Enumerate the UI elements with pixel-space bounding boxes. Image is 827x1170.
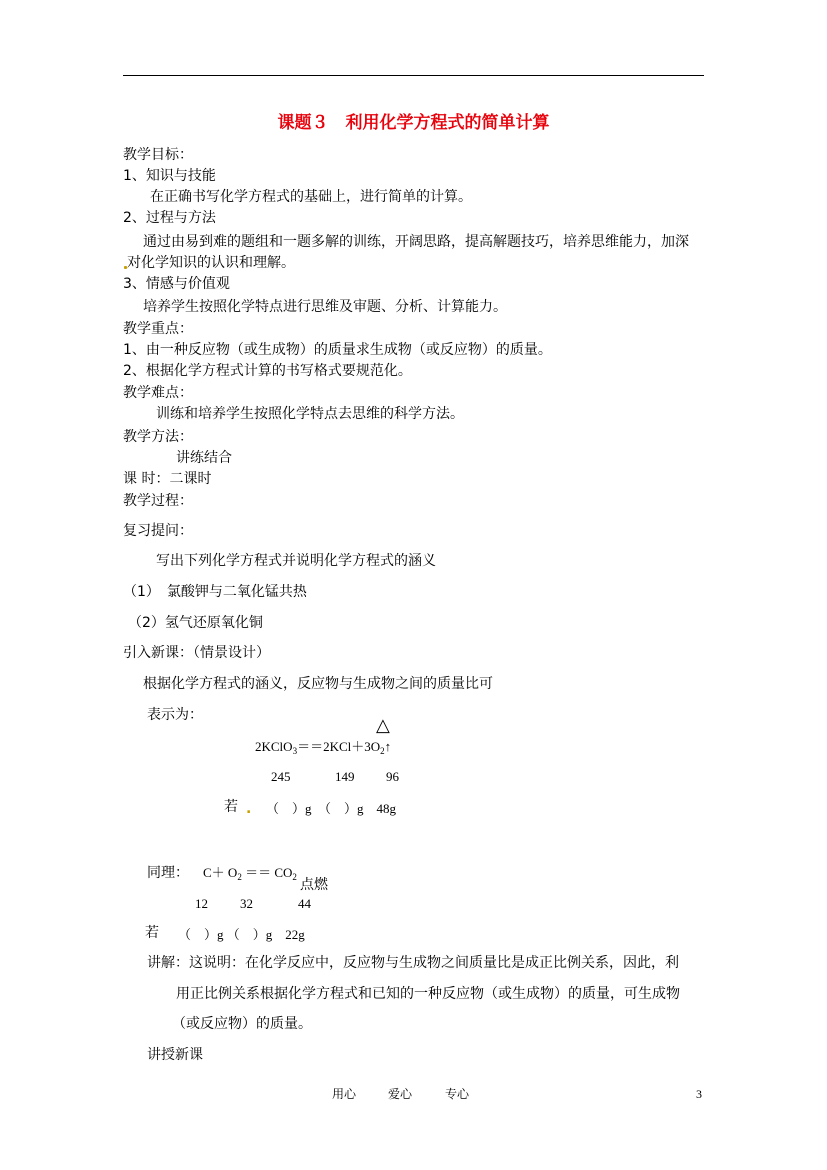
equation-1-reactant: 2KClO bbox=[255, 739, 293, 754]
explanation-a: 讲解：这说明：在化学反应中，反应物与生成物之间质量比是成正比例关系，因此，利 bbox=[147, 955, 679, 971]
equation-2-reactants: C＋ O bbox=[203, 865, 238, 880]
class-hours: 课 时：二课时 bbox=[123, 471, 212, 487]
question-2: （2）氢气还原氧化铜 bbox=[128, 615, 263, 631]
gas-arrow-icon: ↑ bbox=[384, 739, 392, 754]
equation-2-product: ＝＝ CO bbox=[241, 865, 293, 880]
question-1: （1） 氯酸钾与二氧化锰共热 bbox=[123, 584, 307, 600]
express-label: 表示为： bbox=[147, 707, 203, 723]
ignition-label: 点燃 bbox=[300, 877, 328, 893]
key-points-heading: 教学重点： bbox=[123, 321, 193, 337]
equation-2-sub-1: 2 bbox=[237, 872, 242, 882]
equation-1-products: ＝＝2KCl＋3O bbox=[297, 739, 381, 754]
goal-2-text-a: 通过由易到难的题组和一题多解的训练，开阔思路，提高解题技巧，培养思维能力，加深 bbox=[143, 234, 689, 250]
if-label-2: 若 bbox=[145, 925, 159, 941]
heat-symbol: △ bbox=[376, 715, 390, 736]
if-values-1: （ ）g （ ）g 48g bbox=[266, 801, 397, 816]
equation-2 bbox=[203, 864, 297, 886]
similarly-label: 同理： bbox=[147, 865, 189, 881]
mass-2: 149 bbox=[335, 769, 355, 784]
page-number: 3 bbox=[696, 1087, 702, 1101]
mass-o2: 32 bbox=[240, 896, 253, 911]
key-point-1: 1、由一种反应物（或生成物）的质量求生成物（或反应物）的质量。 bbox=[123, 342, 552, 358]
difficulty-text: 训练和培养学生按照化学特点去思维的科学方法。 bbox=[156, 406, 464, 422]
intro-heading: 引入新课：（情景设计） bbox=[123, 645, 270, 661]
footer-motto-1: 用心 bbox=[332, 1087, 357, 1101]
difficulty-heading: 教学难点： bbox=[123, 385, 193, 401]
goal-2-text-b: 对化学知识的认识和理解。 bbox=[127, 255, 295, 271]
footer-motto-2: 爱心 bbox=[388, 1087, 413, 1101]
if-label-1: 若 bbox=[224, 799, 238, 815]
equation-1 bbox=[255, 738, 391, 760]
method-text: 讲练结合 bbox=[176, 450, 232, 466]
page-title: 课题３ 利用化学方程式的简单计算 bbox=[277, 113, 550, 133]
review-text: 写出下列化学方程式并说明化学方程式的涵义 bbox=[156, 553, 436, 569]
stray-dot: . bbox=[246, 801, 252, 817]
explanation-c: （或反应物）的质量。 bbox=[172, 1016, 312, 1032]
goals-heading: 教学目标： bbox=[123, 147, 193, 163]
header-rule bbox=[123, 75, 704, 76]
process-heading: 教学过程： bbox=[123, 493, 193, 509]
goal-1-heading: 1、知识与技能 bbox=[123, 168, 216, 184]
new-lesson-heading: 讲授新课 bbox=[147, 1047, 203, 1063]
goal-3-text: 培养学生按照化学特点进行思维及审题、分析、计算能力。 bbox=[143, 299, 507, 315]
key-point-2: 2、根据化学方程式计算的书写格式要规范化。 bbox=[123, 363, 412, 379]
review-heading: 复习提问： bbox=[123, 523, 193, 539]
mass-co2: 44 bbox=[298, 896, 311, 911]
equation-1-sub-1: 3 bbox=[292, 746, 298, 756]
equation-2-sub-2: 2 bbox=[292, 872, 297, 882]
mass-c: 12 bbox=[195, 896, 208, 911]
goal-2-heading: 2、过程与方法 bbox=[123, 210, 216, 226]
if-values-2: （ ）g （ ）g 22g bbox=[178, 927, 305, 942]
mass-1: 245 bbox=[271, 769, 291, 784]
footer-motto-3: 专心 bbox=[445, 1087, 470, 1101]
goal-1-text: 在正确书写化学方程式的基础上，进行简单的计算。 bbox=[150, 189, 472, 205]
explanation-b: 用正比例关系根据化学方程式和已知的一种反应物（或生成物）的质量，可生成物 bbox=[176, 986, 680, 1002]
intro-text: 根据化学方程式的涵义，反应物与生成物之间的质量比可 bbox=[143, 676, 493, 692]
equation-1-sub-2: 2 bbox=[380, 746, 385, 756]
method-heading: 教学方法： bbox=[123, 429, 193, 445]
mass-3: 96 bbox=[386, 769, 399, 784]
goal-3-heading: 3、情感与价值观 bbox=[123, 276, 230, 292]
